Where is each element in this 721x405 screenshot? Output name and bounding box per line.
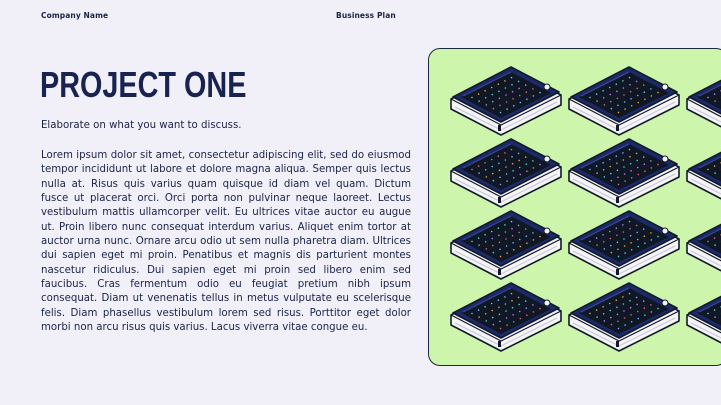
device-pattern [429, 49, 721, 366]
device-icon [687, 139, 721, 207]
device-icon [687, 67, 721, 135]
page-title: PROJECT ONE [40, 64, 247, 105]
device-icon [451, 67, 561, 135]
device-icon [569, 67, 679, 135]
device-icon [569, 283, 679, 351]
body-paragraph: Lorem ipsum dolor sit amet, consectetur adipiscing elit, sed do eiusmod tempor incididunt ut labore et dolore magna aliqua. Semper quis lectus nulla at. Risus quis varius quam quisque id diam vel quam. Dictum fusce ut placerat orci. Orci porta non pulvinar neque laoreet. Lectus vestibulum mattis ullamcorper velit. Eu ultrices vitae auctor eu augue ut. Proin libero nunc consequat interdum varius. Aliquet enim tortor at auctor urna nunc. Ornare arcu odio ut sem nulla pharetra diam. Ultrices dui sapien eget mi proin. Penatibus et magnis dis parturient montes nascetur ridiculus. Dui sapien eget mi proin sed libero enim sed faucibus. Cras fermentum odio eu feugiat pretium nibh ipsum consequat. Diam ut venenatis tellus in metus vulputate eu scelerisque felis. Diam phasellus vestibulum lorem sed risus. Porttitor eget dolor morbi non arcu risus quis varius. Lacus viverra vitae congue eu. [41, 150, 411, 334]
illustration-panel [428, 48, 721, 366]
device-icon [569, 211, 679, 279]
page-subtitle: Elaborate on what you want to discuss. [41, 120, 242, 131]
document-type-label: Business Plan [336, 11, 396, 20]
device-icon [451, 139, 561, 207]
device-icon [451, 211, 561, 279]
company-name: Company Name [41, 11, 109, 20]
device-icon [687, 211, 721, 279]
device-icon [687, 283, 721, 351]
device-icon [569, 139, 679, 207]
device-icon [451, 283, 561, 351]
